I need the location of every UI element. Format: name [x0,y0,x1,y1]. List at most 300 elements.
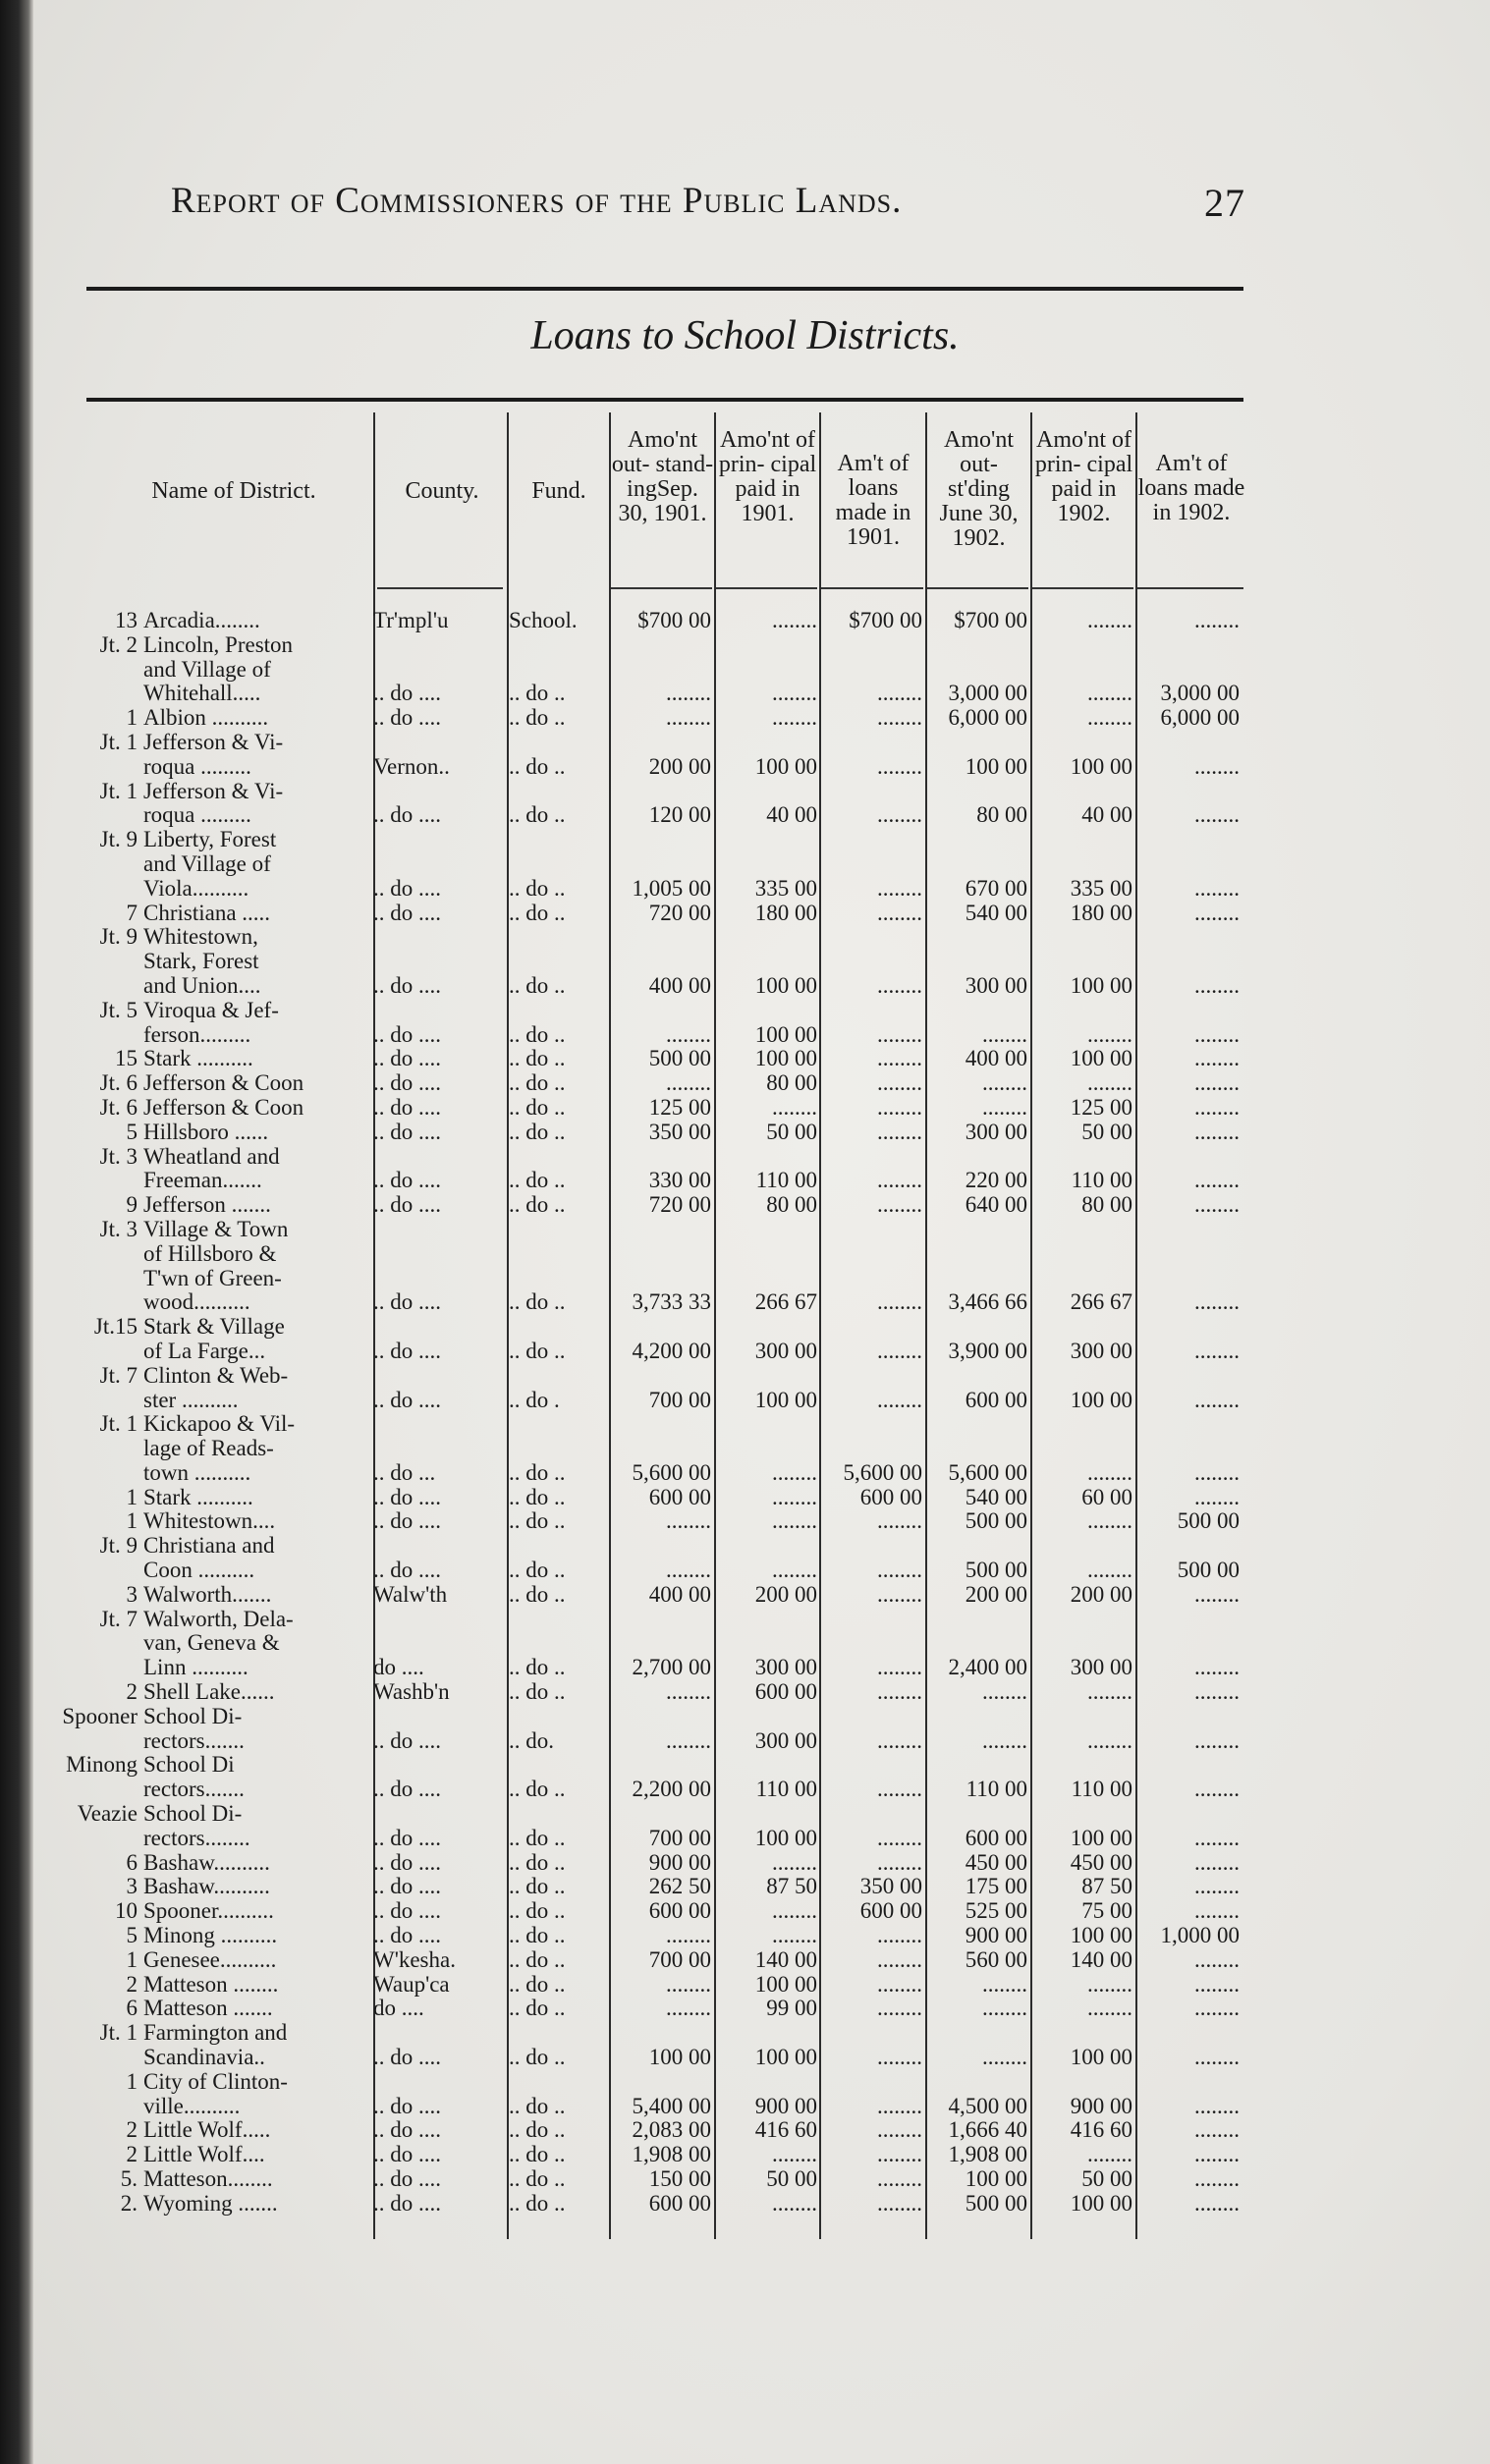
outstanding-1901-cell: ........ [666,1997,711,2021]
district-name-cell [59,1242,365,1267]
outstanding-1902-cell: $700 00 [954,609,1027,632]
header-underline [1032,587,1133,589]
county-cell: .. do .... [373,1071,441,1096]
district-name-cell [59,2118,365,2143]
district-number: Jt. 1 [99,1412,138,1437]
table-row [59,1121,1257,1145]
fund-cell: .. do .. [509,1120,566,1144]
loans-made-1901-cell: ........ [877,876,922,901]
outstanding-1902-cell: ........ [982,1095,1027,1120]
outstanding-1901-cell: ........ [666,1559,711,1583]
table-row [59,1267,1257,1291]
principal-paid-1901-cell: 300 00 [754,1656,817,1680]
district-name: School Di- [143,1704,243,1728]
table-row [59,950,1257,974]
loans-made-1902-cell: ........ [1194,1120,1240,1144]
fund-cell: .. do .. [509,1826,566,1850]
county-cell: .. do .... [373,1485,441,1509]
fund-cell: .. do .. [509,1169,566,1193]
principal-paid-1901-cell: 110 00 [755,1169,817,1193]
county-cell: .. do .... [373,706,441,731]
district-name: School Di- [143,1802,243,1827]
outstanding-1902-cell: 80 00 [976,803,1027,828]
principal-paid-1902-cell: 180 00 [1070,901,1132,925]
table-row [59,1534,1257,1559]
district-name: rectors....... [143,1778,245,1802]
outstanding-1901-cell: 600 00 [648,2191,711,2216]
running-head [171,180,1245,225]
principal-paid-1902-cell: 110 00 [1071,1778,1132,1802]
district-name: Whitehall..... [143,682,261,706]
outstanding-1901-cell: $700 00 [637,609,711,632]
district-name-cell [59,1509,365,1534]
principal-paid-1901-cell: 335 00 [754,876,817,901]
outstanding-1901-cell: ........ [666,1071,711,1096]
principal-paid-1901-cell: 40 00 [766,803,817,828]
header-principal-paid-1901: Amo'nt of prin- cipal paid in 1901. [718,427,817,526]
principal-paid-1901-cell: 110 00 [755,1778,817,1802]
principal-paid-1901-cell: 100 00 [754,2046,817,2070]
loans-made-1901-cell: ........ [877,1778,922,1802]
district-number: Jt. 1 [99,2021,138,2046]
district-number: Jt. 7 [99,1607,138,1631]
outstanding-1901-cell: 5,400 00 [632,2094,711,2118]
principal-paid-1901-cell: 100 00 [754,754,817,779]
district-name-cell [59,2021,365,2046]
county-cell: Washb'n [373,1680,450,1705]
table-row [59,999,1257,1023]
principal-paid-1901-cell: 99 00 [766,1997,817,2021]
loans-made-1901-cell: ........ [877,1022,922,1047]
table-row [59,1948,1257,1973]
district-number: Jt. 5 [99,998,138,1022]
principal-paid-1902-cell: 100 00 [1070,1047,1132,1071]
table-row [59,1778,1257,1802]
loans-made-1902-cell: ........ [1194,1947,1240,1972]
principal-paid-1902-cell: 40 00 [1081,803,1132,828]
fund-cell: .. do .. [509,1997,566,2021]
district-number: 5. [120,2167,138,2191]
district-name-cell [59,1340,365,1364]
district-name: Lincoln, Preston [143,632,294,657]
outstanding-1902-cell: 540 00 [965,901,1027,925]
loans-made-1901-cell: 5,600 00 [843,1460,922,1485]
fund-cell: .. do . [509,1388,560,1412]
table-row [59,1559,1257,1583]
county-cell: .. do .... [373,901,441,925]
county-cell: .. do .... [373,1120,441,1144]
outstanding-1902-cell: ........ [982,1022,1027,1047]
district-name: Jefferson & Vi- [143,779,284,803]
header-underline [1137,587,1243,589]
outstanding-1901-cell: 125 00 [648,1095,711,1120]
principal-paid-1902-cell: ........ [1087,1460,1132,1485]
loans-made-1901-cell: ........ [877,803,922,828]
district-name-cell [59,1389,365,1413]
outstanding-1902-cell: 900 00 [965,1924,1027,1948]
district-name: Whitestown, [143,925,258,950]
district-number: 7 [126,901,138,925]
district-name: wood.......... [143,1290,250,1315]
table-row [59,1753,1257,1778]
loans-made-1901-cell: ........ [877,754,922,779]
outstanding-1901-cell: 600 00 [648,1485,711,1509]
county-cell: Walw'th [373,1582,448,1607]
principal-paid-1901-cell: 50 00 [766,2167,817,2191]
outstanding-1901-cell: 350 00 [648,1120,711,1144]
district-name: Stark, Forest [143,950,259,974]
county-cell: Waup'ca [373,1972,450,1997]
district-name: Hillsboro ...... [143,1120,269,1144]
district-name-cell [59,828,365,852]
fund-cell: .. do. [509,1728,554,1753]
table-row [59,1047,1257,1071]
fund-cell: .. do .. [509,1485,566,1509]
district-name: Walworth, Dela- [143,1607,294,1631]
fund-cell: .. do .. [509,901,566,925]
fund-cell: .. do .. [509,1559,566,1583]
table-row [59,1218,1257,1242]
district-number: 2. [120,2191,138,2216]
principal-paid-1901-cell: ........ [772,1850,817,1875]
district-name: Christiana ..... [143,901,271,925]
district-name: and Village of [143,657,271,682]
county-cell: .. do .... [373,1875,441,1899]
fund-cell: .. do .. [509,1095,566,1120]
outstanding-1902-cell: 3,466 66 [948,1290,1027,1315]
principal-paid-1902-cell: ........ [1087,1509,1132,1534]
table-row [59,2095,1257,2119]
fund-cell: .. do .. [509,1022,566,1047]
fund-cell: .. do .. [509,1875,566,1899]
principal-paid-1901-cell: 200 00 [754,1582,817,1607]
fund-cell: .. do .. [509,1924,566,1948]
district-number: Jt. 1 [99,730,138,754]
district-name: Spooner.......... [143,1899,274,1924]
principal-paid-1901-cell: 80 00 [766,1193,817,1218]
district-name: Stark .......... [143,1485,253,1509]
district-name-cell [59,1096,365,1121]
principal-paid-1902-cell: 416 60 [1070,2118,1132,2143]
table-row [59,1827,1257,1851]
table-row [59,1924,1257,1948]
district-number: Jt. 1 [99,779,138,803]
loans-made-1902-cell: 500 00 [1177,1509,1240,1534]
table-row [59,2143,1257,2167]
loans-made-1901-cell: ........ [877,1972,922,1997]
loans-made-1901-cell: 600 00 [859,1485,922,1509]
loans-made-1901-cell: ........ [877,1826,922,1850]
district-name-cell [59,755,365,780]
district-name-cell [59,1608,365,1632]
district-name: Jefferson & Coon [143,1095,304,1120]
outstanding-1902-cell: 600 00 [965,1388,1027,1412]
district-name: Bashaw.......... [143,1850,270,1875]
principal-paid-1902-cell: ........ [1087,682,1132,706]
district-name-cell [59,1145,365,1170]
county-cell: .. do .... [373,1169,441,1193]
table-row [59,1729,1257,1754]
loans-made-1901-cell: ........ [877,1947,922,1972]
district-number: Jt. 3 [99,1217,138,1241]
district-name: of Hillsboro & [143,1241,277,1266]
loans-made-1901-cell: ........ [877,1095,922,1120]
principal-paid-1902-cell: 100 00 [1070,1826,1132,1850]
table-row [59,658,1257,683]
outstanding-1901-cell: 2,700 00 [632,1656,711,1680]
table-row [59,1290,1257,1315]
table-row [59,1461,1257,1486]
district-number: Jt. 9 [99,925,138,950]
outstanding-1902-cell: 500 00 [965,1559,1027,1583]
table-row [59,803,1257,828]
district-name-cell [59,1486,365,1510]
principal-paid-1901-cell: 100 00 [754,1826,817,1850]
fund-cell: .. do .. [509,682,566,706]
table-row [59,1705,1257,1729]
district-name-cell [59,2070,365,2095]
loans-made-1902-cell: ........ [1194,1022,1240,1047]
loans-made-1901-cell: ........ [877,2094,922,2118]
principal-paid-1902-cell: 50 00 [1081,2167,1132,2191]
table-row [59,682,1257,706]
district-name: Wyoming ....... [143,2191,278,2216]
principal-paid-1902-cell: 60 00 [1081,1485,1132,1509]
loans-made-1902-cell: ........ [1194,1826,1240,1850]
outstanding-1901-cell: 900 00 [648,1850,711,1875]
outstanding-1902-cell: 3,900 00 [948,1339,1027,1363]
principal-paid-1901-cell: ........ [772,2191,817,2216]
loans-made-1901-cell: ........ [877,1047,922,1071]
loans-made-1902-cell: ........ [1194,1972,1240,1997]
principal-paid-1901-cell: 100 00 [754,973,817,998]
loans-made-1902-cell: ........ [1194,2191,1240,2216]
principal-paid-1901-cell: ........ [772,609,817,632]
header-underline [927,587,1028,589]
fund-cell: .. do .. [509,876,566,901]
outstanding-1901-cell: ........ [666,706,711,731]
fund-cell: .. do .. [509,1778,566,1802]
loans-made-1901-cell: ........ [877,1680,922,1705]
principal-paid-1902-cell: 300 00 [1070,1656,1132,1680]
page-number: 27 [1204,181,1245,225]
county-cell: .. do .... [373,2191,441,2216]
header-underline [821,587,923,589]
principal-paid-1902-cell: 300 00 [1070,1339,1132,1363]
district-name: and Village of [143,851,271,876]
principal-paid-1901-cell: ........ [772,1485,817,1509]
district-name-cell [59,803,365,828]
principal-paid-1902-cell: 100 00 [1070,1388,1132,1412]
county-cell: W'kesha. [373,1947,456,1972]
district-name-cell [59,1437,365,1461]
loans-made-1902-cell: ........ [1194,1339,1240,1363]
district-name: City of Clinton- [143,2069,288,2094]
county-cell: Tr'mpl'u [373,609,449,632]
loans-made-1902-cell: ........ [1194,1095,1240,1120]
loans-made-1902-cell: ........ [1194,1899,1240,1924]
table-row [59,731,1257,755]
principal-paid-1901-cell: 100 00 [754,1047,817,1071]
outstanding-1902-cell: 450 00 [965,1850,1027,1875]
outstanding-1901-cell: 4,200 00 [632,1339,711,1363]
fund-cell: .. do .. [509,1680,566,1705]
outstanding-1902-cell: 110 00 [966,1778,1027,1802]
table-row [59,2046,1257,2070]
table-row [59,1412,1257,1437]
book-spine-shadow [0,0,33,2464]
principal-paid-1902-cell: 266 67 [1070,1290,1132,1315]
principal-paid-1902-cell: ........ [1087,1972,1132,1997]
district-name-cell [59,1753,365,1778]
loans-made-1902-cell: ........ [1194,1193,1240,1218]
table-row [59,1023,1257,1048]
outstanding-1901-cell: 500 00 [648,1047,711,1071]
district-name-cell [59,609,365,633]
principal-paid-1901-cell: 100 00 [754,1388,817,1412]
loans-made-1902-cell: ........ [1194,1850,1240,1875]
outstanding-1901-cell: 262 50 [648,1875,711,1899]
principal-paid-1902-cell: ........ [1087,609,1132,632]
district-name-cell [59,1412,365,1437]
outstanding-1902-cell: ........ [982,1997,1027,2021]
outstanding-1902-cell: 200 00 [965,1582,1027,1607]
district-name: Kickapoo & Vil- [143,1412,296,1437]
county-cell: .. do .... [373,1095,441,1120]
district-number: Minong [66,1753,138,1778]
district-name-cell [59,1802,365,1827]
loans-made-1902-cell: ........ [1194,1169,1240,1193]
district-name: School Di [143,1753,235,1778]
principal-paid-1902-cell: 110 00 [1071,1169,1132,1193]
county-cell: .. do .... [373,2094,441,2118]
fund-cell: School. [509,609,578,632]
district-name-cell [59,1705,365,1729]
county-cell: .. do .... [373,1509,441,1534]
loans-made-1901-cell: ........ [877,1388,922,1412]
district-number: Jt. 6 [99,1095,138,1120]
fund-cell: .. do .. [509,973,566,998]
county-cell: .. do .... [373,1339,441,1363]
district-number: Jt. 7 [99,1363,138,1388]
district-number: Jt. 6 [99,1071,138,1096]
district-name-cell [59,1948,365,1973]
loans-made-1901-cell: ........ [877,2143,922,2167]
principal-paid-1901-cell: 300 00 [754,1339,817,1363]
outstanding-1901-cell: 700 00 [648,1826,711,1850]
county-cell: .. do .... [373,1924,441,1948]
outstanding-1902-cell: 560 00 [965,1947,1027,1972]
outstanding-1902-cell: ........ [982,2046,1027,2070]
fund-cell: .. do .. [509,1339,566,1363]
loans-made-1902-cell: ........ [1194,1582,1240,1607]
district-name-cell [59,1827,365,1851]
district-name: ster .......... [143,1388,239,1412]
principal-paid-1901-cell: ........ [772,1095,817,1120]
principal-paid-1902-cell: ........ [1087,1728,1132,1753]
district-name-cell [59,2167,365,2192]
outstanding-1901-cell: 1,005 00 [632,876,711,901]
outstanding-1901-cell: 200 00 [648,754,711,779]
loans-made-1901-cell: ........ [877,1924,922,1948]
table-row [59,2070,1257,2095]
district-name: Jefferson & Coon [143,1071,304,1096]
county-cell: do .... [373,1997,424,2021]
table-row [59,1899,1257,1924]
header-underline [611,587,712,589]
principal-paid-1902-cell: 140 00 [1070,1947,1132,1972]
outstanding-1902-cell: 100 00 [965,754,1027,779]
loans-made-1902-cell: ........ [1194,2046,1240,2070]
table-row [59,852,1257,877]
header-name: Name of District. [151,478,316,504]
table-row [59,1096,1257,1121]
principal-paid-1902-cell: 125 00 [1070,1095,1132,1120]
district-name: rectors........ [143,1826,250,1850]
district-name: rectors....... [143,1728,245,1753]
principal-paid-1901-cell: 100 00 [754,1022,817,1047]
loans-made-1902-cell: ........ [1194,1680,1240,1705]
loans-made-1902-cell: ........ [1194,803,1240,828]
district-name: Little Wolf..... [143,2118,271,2143]
table-row [59,1875,1257,1899]
district-name-cell [59,1656,365,1680]
district-name-cell [59,950,365,974]
district-name-cell [59,1364,365,1389]
district-name: ville.......... [143,2094,241,2118]
district-name: Minong .......... [143,1924,278,1948]
loans-made-1901-cell: ........ [877,1559,922,1583]
header-county: County. [405,478,479,504]
district-name: Shell Lake...... [143,1680,275,1705]
county-cell: do .... [373,1656,424,1680]
principal-paid-1901-cell: 180 00 [754,901,817,925]
top-rule [86,287,1243,291]
loans-made-1902-cell: ........ [1194,876,1240,901]
outstanding-1902-cell: 500 00 [965,1509,1027,1534]
outstanding-1901-cell: 700 00 [648,1947,711,1972]
fund-cell: .. do .. [509,1850,566,1875]
loans-made-1901-cell: ........ [877,1169,922,1193]
district-name: town .......... [143,1460,251,1485]
fund-cell: .. do .. [509,1947,566,1972]
principal-paid-1902-cell: 100 00 [1070,2046,1132,2070]
table-row [59,1486,1257,1510]
county-cell: .. do .... [373,1290,441,1315]
table-row [59,902,1257,926]
district-name-cell [59,1023,365,1048]
table-row [59,1851,1257,1876]
outstanding-1901-cell: 720 00 [648,901,711,925]
outstanding-1901-cell: 600 00 [648,1899,711,1924]
principal-paid-1901-cell: 900 00 [754,2094,817,2118]
district-name: Stark .......... [143,1047,253,1071]
district-name: Wheatland and [143,1144,280,1169]
outstanding-1901-cell: ........ [666,1022,711,1047]
fund-cell: .. do .. [509,2143,566,2167]
fund-cell: .. do .. [509,2191,566,2216]
loans-made-1902-cell: ........ [1194,2094,1240,2118]
header-outstanding-1902: Amo'nt out- st'ding June 30, 1902. [939,427,1019,551]
district-name-cell [59,974,365,999]
fund-cell: .. do .. [509,1460,566,1485]
loans-made-1901-cell: ........ [877,2118,922,2143]
principal-paid-1902-cell: 75 00 [1081,1899,1132,1924]
district-name-cell [59,1169,365,1193]
outstanding-1902-cell: 500 00 [965,2191,1027,2216]
outstanding-1901-cell: 330 00 [648,1169,711,1193]
district-number: Jt. 3 [99,1144,138,1169]
